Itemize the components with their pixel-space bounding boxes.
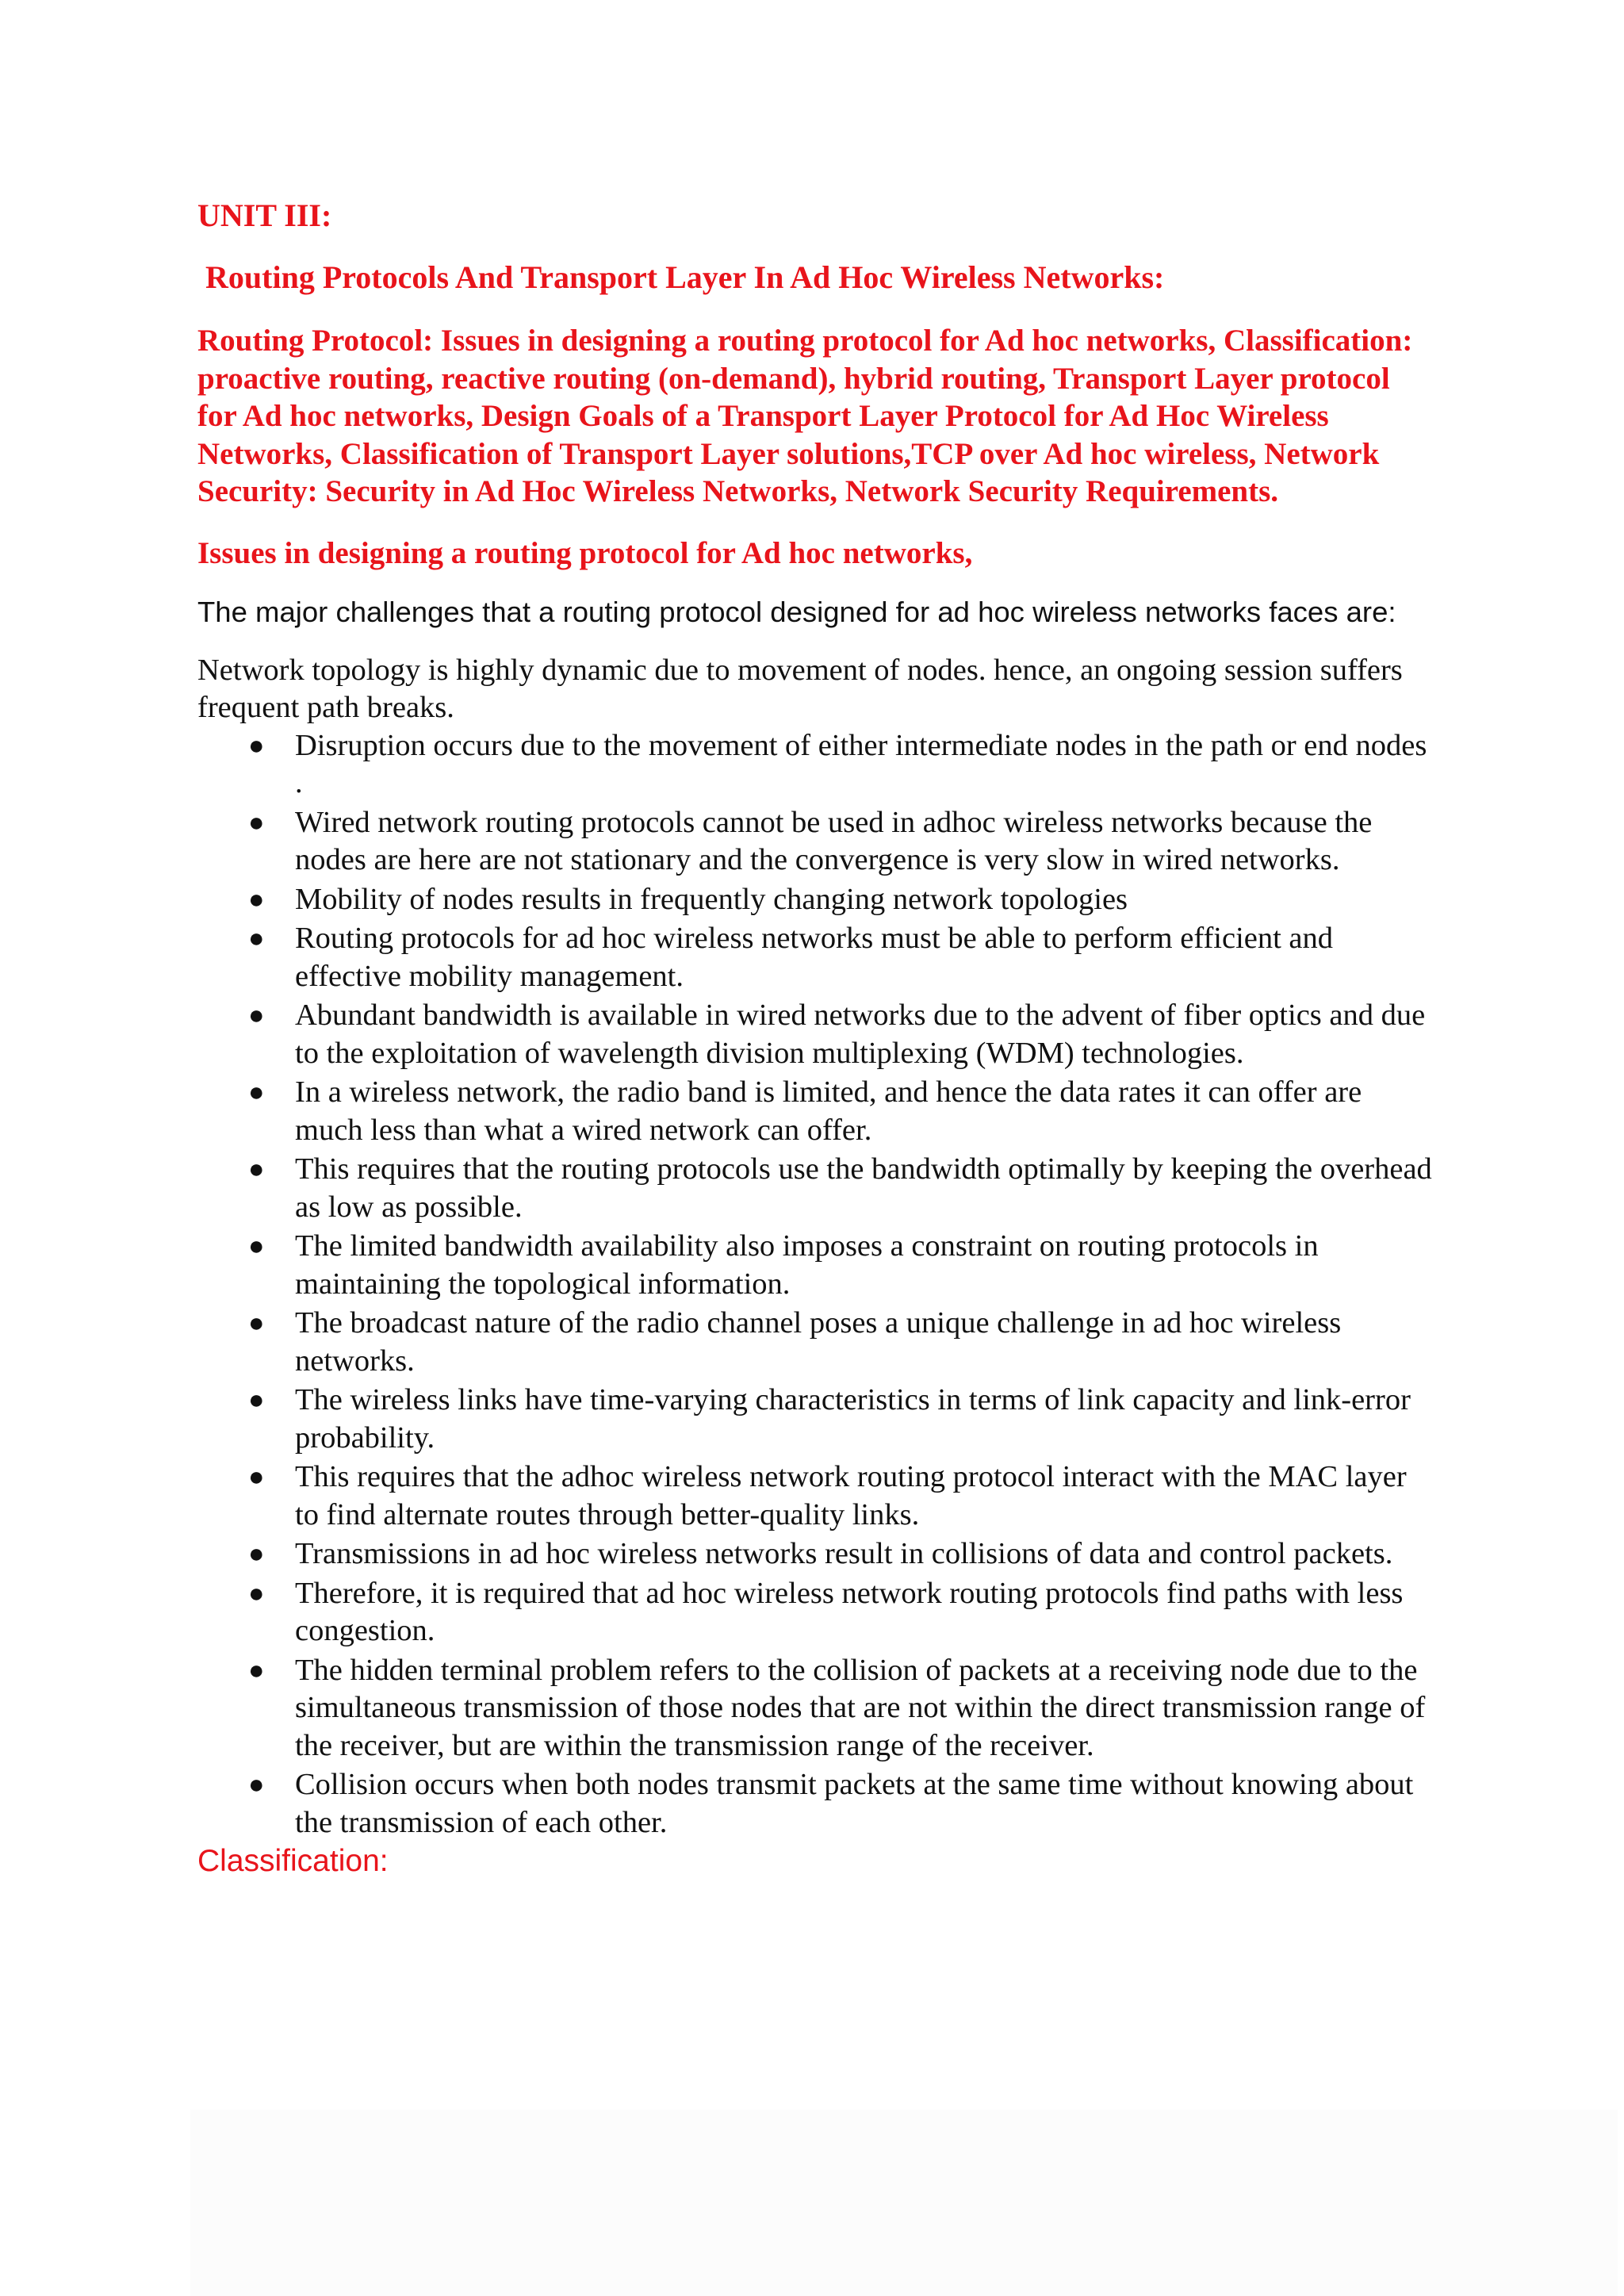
bullet-dot-icon: ● — [248, 1770, 265, 1800]
bullet-text: Therefore, it is required that ad hoc wireless network routing protocols find paths with less congestion. — [295, 1576, 1404, 1647]
bullet-text: This requires that the adhoc wireless network routing protocol interact with the MAC layer to find alternate routes through better-quality links. — [295, 1460, 1407, 1531]
section-title: Routing Protocols And Transport Layer In Ad Hoc Wireless Networks: — [205, 259, 1165, 295]
bullet-text: The broadcast nature of the radio channel poses a unique challenge in ad hoc wireless networks. — [295, 1306, 1342, 1378]
bullet-text: Abundant bandwidth is available in wired networks due to the advent of fiber optics and due to the exploitation of wavelength division multiplexing (WDM) technologies. — [295, 999, 1426, 1070]
bullet-dot-icon: ● — [248, 1001, 265, 1030]
bullet-dot-icon: ● — [248, 1578, 265, 1608]
bullet-text: This requires that the routing protocols use the bandwidth optimally by keeping the overhead as low as possible. — [295, 1152, 1432, 1224]
unit-title: UNIT III: — [197, 197, 332, 233]
bullet-item — [197, 1228, 1434, 1303]
bullet-item — [197, 1535, 1434, 1573]
bullet-item — [197, 1382, 1434, 1457]
bullet-dot-icon: ● — [248, 1462, 265, 1492]
bullet-text: Collision occurs when both nodes transmit packets at the same time without knowing about the transmission of each other. — [295, 1768, 1414, 1839]
bullet-text: Transmissions in ad hoc wireless networks result in collisions of data and control packets. — [295, 1537, 1393, 1570]
bullet-item — [197, 1151, 1434, 1226]
bullet-text: In a wireless network, the radio band is limited, and hence the data rates it can offer are much less than what a wired network can offer. — [295, 1075, 1362, 1147]
bullet-text: The limited bandwidth availability also imposes a constraint on routing protocols in maintaining the topological information. — [295, 1229, 1319, 1301]
bullet-item — [197, 881, 1434, 919]
issues-heading: Issues in designing a routing protocol for Ad hoc networks, — [197, 535, 973, 570]
bullet-item — [197, 1458, 1434, 1534]
bullet-dot-icon: ● — [248, 1232, 265, 1261]
bullet-item — [197, 1074, 1434, 1149]
classification-heading: Classification: — [197, 1844, 389, 1878]
bullet-item — [197, 1575, 1434, 1650]
bullet-item — [197, 997, 1434, 1072]
syllabus-paragraph: Routing Protocol: Issues in designing a routing protocol for Ad hoc networks, Classification: proactive routing, reactive routing (on-demand), hybrid routing, Transport Layer protocol for Ad hoc networks, Design Goals of a Transport Layer Protocol for Ad Hoc Wireless Networks, Classification of Transport Layer solutions,TCP over Ad hoc wireless, Network Security: Security in Ad Hoc Wireless Networks, Network Security Requirements. — [197, 324, 1413, 508]
bullet-item — [197, 804, 1434, 880]
bullet-dot-icon: ● — [248, 1539, 265, 1569]
bullet-item — [197, 920, 1434, 995]
intro-paragraph: The major challenges that a routing protocol designed for ad hoc wireless networks faces are: — [197, 595, 1396, 628]
bullet-dot-icon: ● — [248, 1386, 265, 1415]
bullet-dot-icon: ● — [248, 730, 265, 761]
page-bottom-shade — [190, 2110, 1618, 2296]
bullet-dot-icon: ● — [248, 1155, 265, 1184]
bullet-item — [197, 1652, 1434, 1765]
bullet-text: Routing protocols for ad hoc wireless networks must be able to perform efficient and effective mobility management. — [295, 922, 1334, 993]
bullet-item — [197, 1766, 1434, 1842]
document-content — [197, 197, 1434, 1880]
bullet-text: The hidden terminal problem refers to the collision of packets at a receiving node due to the simultaneous transmission of those nodes that are not within the direct transmission range of the receiver, but are within the transmission range of the receiver. — [295, 1653, 1426, 1762]
bullet-text: Wired network routing protocols cannot be used in adhoc wireless networks because the nodes are here are not stationary and the convergence is very slow in wired networks. — [295, 805, 1373, 876]
bullet-text: Mobility of nodes results in frequently changing network topologies — [295, 882, 1128, 916]
bullet-text: The wireless links have time-varying characteristics in terms of link capacity and link-error probability. — [295, 1383, 1411, 1455]
bullet-item — [197, 1305, 1434, 1380]
bullet-dot-icon: ● — [248, 1078, 265, 1107]
bullet-item — [197, 727, 1434, 803]
bullet-dot-icon: ● — [248, 807, 265, 838]
lead-paragraph: Network topology is highly dynamic due to movement of nodes. hence, an ongoing session suffers frequent path breaks. — [197, 653, 1403, 724]
bullet-dot-icon: ● — [248, 1309, 265, 1338]
bullet-text: Disruption occurs due to the movement of either intermediate nodes in the path or end nodes . — [295, 728, 1427, 799]
bullet-dot-icon: ● — [248, 1655, 265, 1685]
challenges-bullet-list — [197, 727, 1434, 1842]
bullet-dot-icon: ● — [248, 884, 265, 914]
bullet-dot-icon: ● — [248, 924, 265, 953]
